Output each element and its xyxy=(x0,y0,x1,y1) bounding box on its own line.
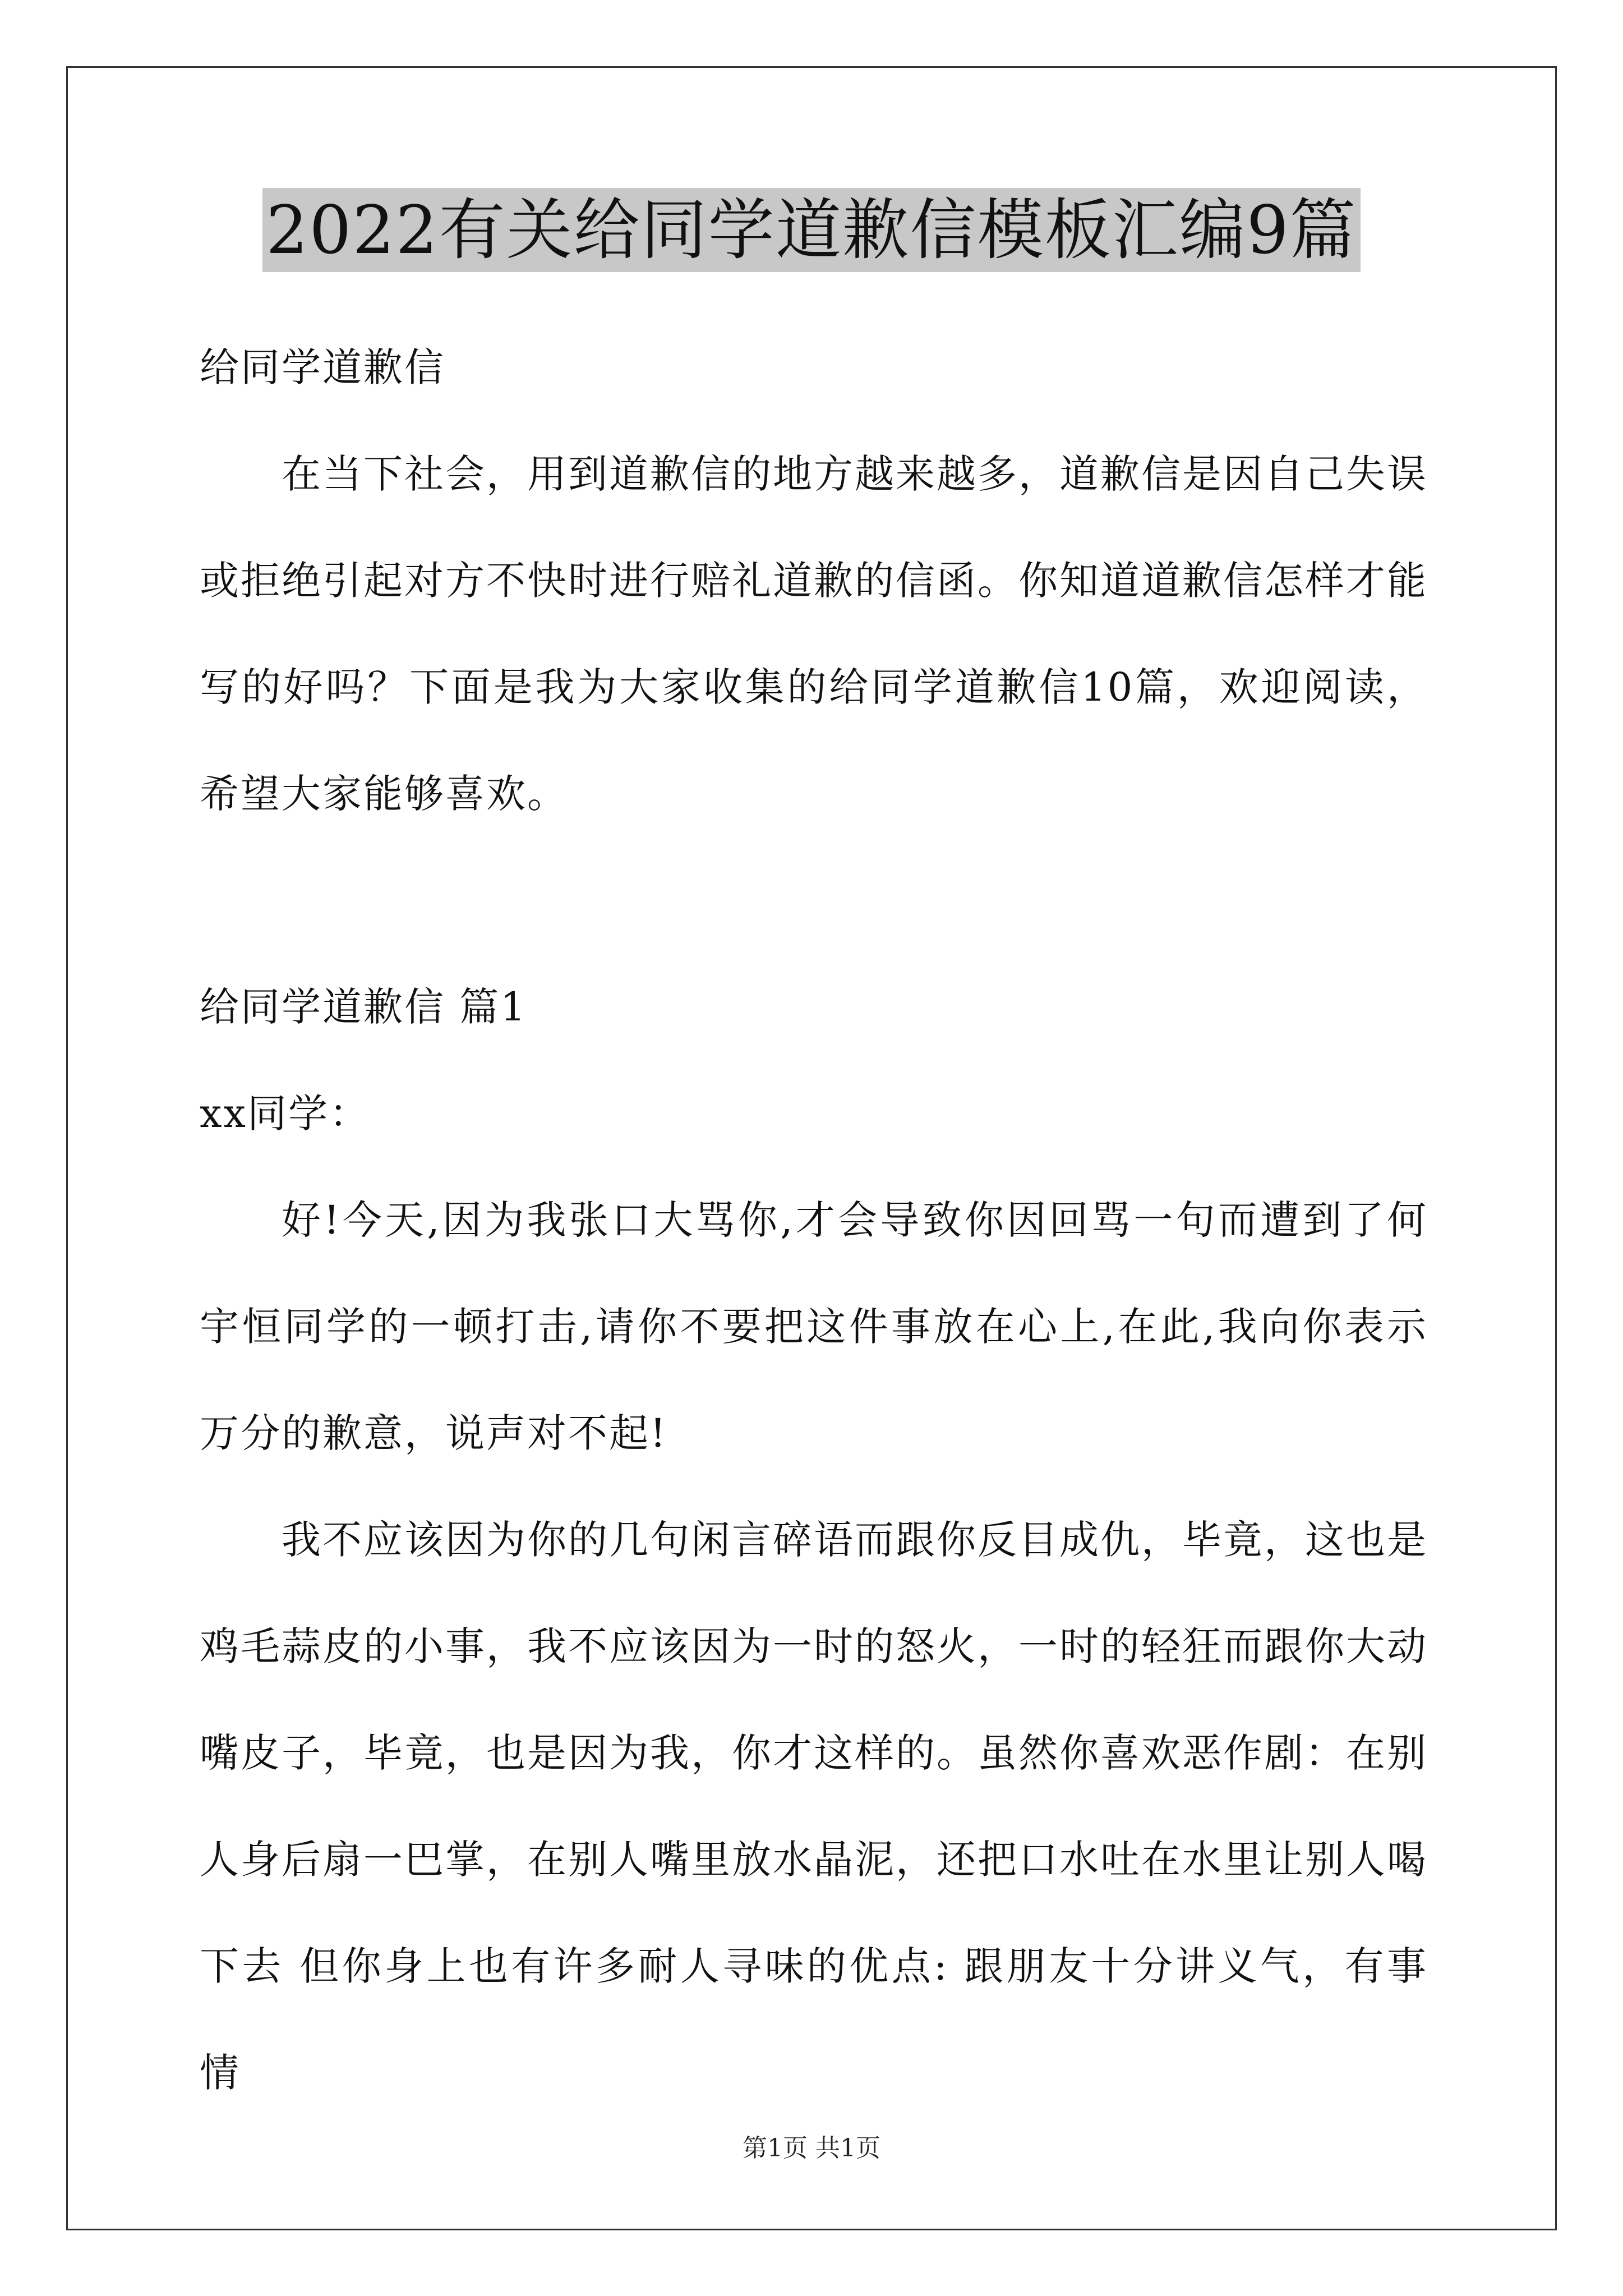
letter-paragraph-2: 我不应该因为你的几句闲言碎语而跟你反目成仇，毕竟，这也是鸡毛蒜皮的小事，我不应该因为一时的怒火，一时的轻狂而跟你大动嘴皮子，毕竟，也是因为我，你才这样的。虽然你喜欢恶作剧：在别人身后扇一巴掌，在别人嘴里放水晶泥，还把口水吐在水里让别人喝下去 但你身上也有许多耐人寻味的优点: 跟朋友十分讲义气，有事情 xyxy=(200,1517,1428,2096)
document-title: 2022有关给同学道歉信模板汇编9篇 xyxy=(262,188,1360,272)
letter-paragraph-1: 好!今天,因为我张口大骂你,才会导致你因回骂一句而遭到了何宇恒同学的一顿打击,请你不要把这件事放在心上,在此,我向你表示万分的歉意，说声对不起! xyxy=(200,1197,1428,1456)
letter-heading: 给同学道歉信 篇1 xyxy=(200,984,527,1030)
document-body xyxy=(200,314,1428,2126)
intro-paragraph: 在当下社会，用到道歉信的地方越来越多，道歉信是因自己失误或拒绝引起对方不快时进行赔礼道歉的信函。你知道道歉信怎样才能写的好吗？下面是我为大家收集的给同学道歉信10篇，欢迎阅读，希望大家能够喜欢。 xyxy=(200,451,1428,817)
blank-line xyxy=(200,847,1428,954)
page-footer: 第1页 共1页 xyxy=(743,2134,880,2162)
letter-salutation: xx同学： xyxy=(200,1091,370,1137)
title-container xyxy=(0,188,1623,272)
section-heading: 给同学道歉信 xyxy=(200,344,445,390)
